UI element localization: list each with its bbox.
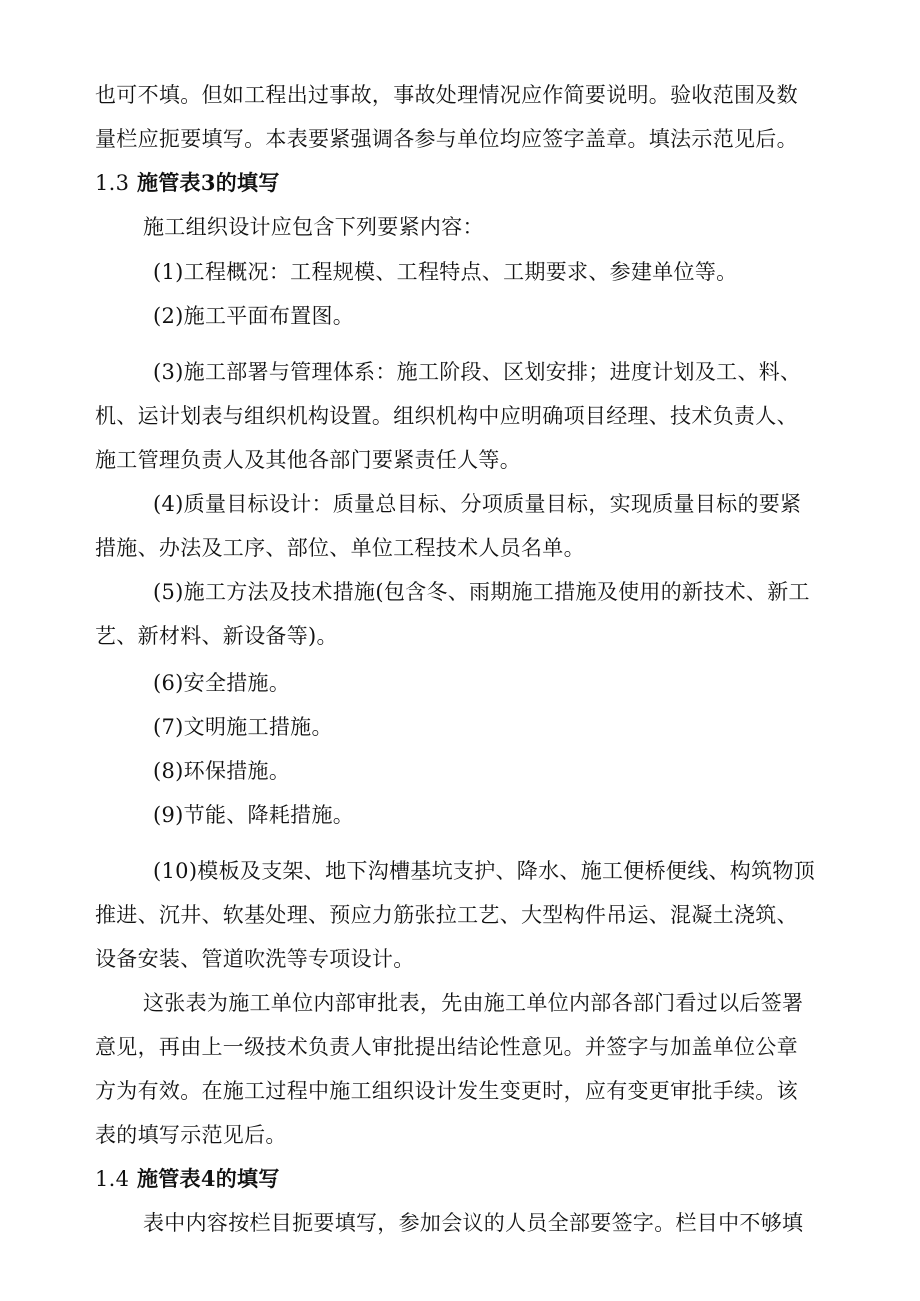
list-item-7-line-1: (7)文明施工措施。 — [153, 715, 333, 739]
list-item-8-line-1: (8)环保措施。 — [153, 759, 291, 783]
list-item-9-line-1: (9)节能、降耗措施。 — [153, 803, 355, 827]
list-item-3-line-2: 机、运计划表与组织机构设置。组织机构中应明确项目经理、技术负责人、 — [95, 404, 798, 428]
section-1-3-heading — [95, 168, 920, 198]
list-item-10-line-2: 推进、沉井、软基处理、预应力筋张拉工艺、大型构件吊运、混凝土浇筑、 — [95, 903, 798, 927]
section-1-4-title: 施管表4的填写 — [136, 1166, 280, 1191]
list-item-2-line-1: (2)施工平面布置图。 — [153, 304, 355, 328]
list-item-3-line-3: 施工管理负责人及其他各部门要紧责任人等。 — [95, 448, 521, 472]
section-1-3-title: 施管表3的填写 — [136, 170, 280, 195]
list-item-3-line-1: (3)施工部署与管理体系：施工阶段、区划安排；进度计划及工、料、 — [153, 360, 802, 384]
list-item-6-line-1: (6)安全措施。 — [153, 671, 291, 695]
list-item-4-line-2: 措施、办法及工序、部位、单位工程技术人员名单。 — [95, 536, 585, 560]
section-1-3-number: 1.3 — [95, 171, 130, 195]
list-item-4-line-1: (4)质量目标设计：质量总目标、分项质量目标，实现质量目标的要紧 — [153, 492, 802, 516]
closing-line-4: 表的填写示范见后。 — [95, 1123, 287, 1147]
section-1-4-number: 1.4 — [95, 1167, 130, 1191]
list-item-10-line-1: (10)模板及支架、地下沟槽基坑支护、降水、施工便桥便线、构筑物顶 — [153, 859, 816, 883]
list-item-10-line-3: 设备安装、管道吹洗等专项设计。 — [95, 947, 415, 971]
section-1-4-heading — [95, 1164, 920, 1194]
section-1-4-body-line-1: 表中内容按栏目扼要填写，参加会议的人员全部要签字。栏目中不够填 — [143, 1211, 804, 1235]
closing-line-2: 意见，再由上一级技术负责人审批提出结论性意见。并签字与加盖单位公章 — [95, 1035, 798, 1059]
intro-line-1: 也可不填。但如工程出过事故，事故处理情况应作简要说明。验收范围及数 — [95, 83, 798, 107]
section-1-3-lead: 施工组织设计应包含下列要紧内容： — [143, 215, 484, 239]
list-item-5-line-2: 艺、新材料、新设备等)。 — [95, 624, 338, 648]
intro-line-2: 量栏应扼要填写。本表要紧强调各参与单位均应签字盖章。填法示范见后。 — [95, 127, 798, 151]
closing-line-1: 这张表为施工单位内部审批表，先由施工单位内部各部门看过以后签署 — [143, 991, 804, 1015]
list-item-5-line-1: (5)施工方法及技术措施(包含冬、雨期施工措施及使用的新技术、新工 — [153, 580, 810, 604]
list-item-1-line-1: (1)工程概况：工程规模、工程特点、工期要求、参建单位等。 — [153, 260, 738, 284]
closing-line-3: 方为有效。在施工过程中施工组织设计发生变更时，应有变更审批手续。该 — [95, 1079, 798, 1103]
